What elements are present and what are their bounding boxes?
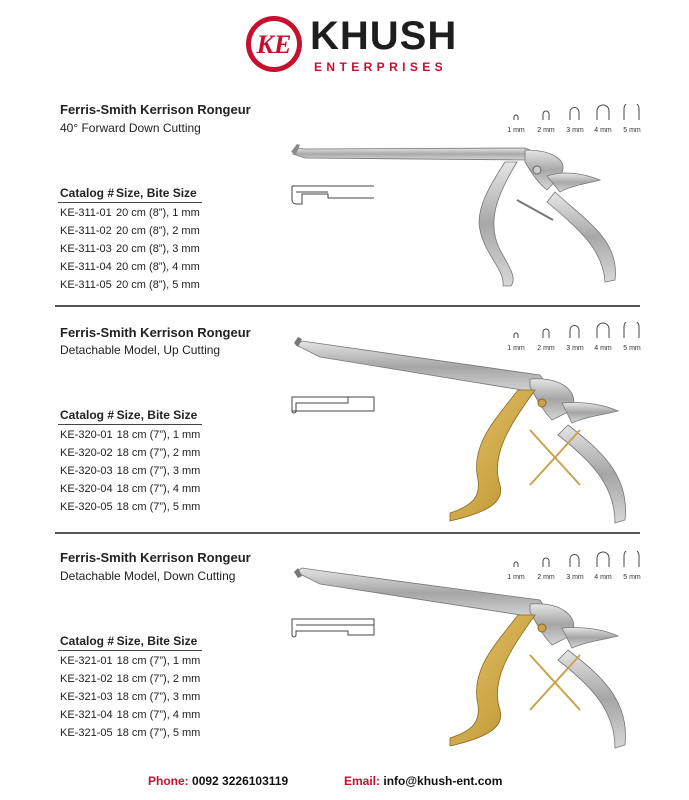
size-label-1mm: 1 mm [507,345,525,352]
catalog-number: KE-321-04 [60,708,113,721]
product-subtitle-2: Detachable Model, Up Cutting [60,343,221,357]
table-row [58,221,202,239]
size-value: 18 cm (7”), 4 mm [116,482,201,495]
catalog-number: KE-311-02 [60,224,112,237]
catalog-number: KE-320-05 [60,500,113,513]
table-row [58,723,202,741]
table-row [58,257,202,275]
size-header: Size, Bite Size [115,408,203,425]
phone-contact [148,774,288,788]
brand-subtitle: ENTERPRISES [314,60,448,74]
size-value: 20 cm (8”), 3 mm [116,242,200,255]
size-label-2mm: 2 mm [537,574,555,581]
table-row [58,275,202,293]
table-row [58,497,202,515]
size-label-4mm: 4 mm [594,127,612,134]
size-value: 18 cm (7”), 3 mm [116,690,201,703]
section-divider-2 [55,532,640,534]
catalog-number: KE-321-02 [60,672,113,685]
size-value: 18 cm (7”), 1 mm [116,654,201,667]
email-label: Email: [344,774,381,788]
company-logo [244,10,458,80]
section-divider-1 [55,305,640,307]
catalog-number: KE-320-04 [60,482,113,495]
bite-size-icons [500,104,650,126]
size-label-5mm: 5 mm [623,345,641,352]
size-value: 18 cm (7”), 5 mm [116,500,201,513]
product-subtitle-1: 40° Forward Down Cutting [60,121,201,135]
table-row [58,461,202,479]
size-value: 20 cm (8”), 5 mm [116,278,200,291]
size-value: 18 cm (7”), 2 mm [116,672,201,685]
phone-number[interactable]: 0092 3226103119 [192,774,289,788]
size-value: 20 cm (8”), 2 mm [116,224,200,237]
table-row [58,239,202,257]
email-address[interactable]: info@khush-ent.com [383,774,503,788]
table-row [58,705,202,723]
rongeur-image-3 [290,562,635,762]
size-value: 20 cm (8”), 1 mm [116,206,200,219]
table-row [58,425,202,444]
catalog-number: KE-311-05 [60,278,112,291]
table-row [58,669,202,687]
catalog-number: KE-321-01 [60,654,113,667]
catalog-number: KE-321-05 [60,726,113,739]
product-title-2: Ferris-Smith Kerrison Rongeur [60,325,251,340]
brand-name: KHUSH [310,14,458,58]
table-row [58,443,202,461]
size-label-1mm: 1 mm [507,127,525,134]
catalog-table-3 [58,634,202,741]
catalog-header: Catalog # [58,186,114,203]
size-value: 18 cm (7”), 5 mm [116,726,201,739]
catalog-header: Catalog # [58,408,115,425]
catalog-table-1 [58,186,202,293]
catalog-number: KE-321-03 [60,690,113,703]
catalog-number: KE-311-01 [60,206,112,219]
size-value: 18 cm (7”), 1 mm [116,428,201,441]
catalog-number: KE-320-01 [60,428,113,441]
size-label-5mm: 5 mm [623,574,641,581]
size-label-2mm: 2 mm [537,127,555,134]
email-contact [344,774,502,788]
size-label-3mm: 3 mm [566,574,584,581]
rongeur-image-2 [290,335,635,535]
catalog-number: KE-311-04 [60,260,112,273]
catalog-number: KE-311-03 [60,242,112,255]
catalog-number: KE-320-03 [60,464,113,477]
size-value: 18 cm (7”), 3 mm [116,464,201,477]
size-value: 20 cm (8”), 4 mm [116,260,200,273]
product-subtitle-3: Detachable Model, Down Cutting [60,569,236,583]
size-header: Size, Bite Size [115,634,203,651]
phone-label: Phone: [148,774,189,788]
catalog-header: Catalog # [58,634,115,651]
product-title-3: Ferris-Smith Kerrison Rongeur [60,550,251,565]
size-label-4mm: 4 mm [594,574,612,581]
table-row [58,687,202,705]
ke-logo-icon [244,14,304,74]
size-label-4mm: 4 mm [594,345,612,352]
size-value: 18 cm (7”), 4 mm [116,708,201,721]
product-title-1: Ferris-Smith Kerrison Rongeur [60,102,251,117]
size-value: 18 cm (7”), 2 mm [116,446,201,459]
size-label-3mm: 3 mm [566,127,584,134]
table-row [58,651,202,670]
catalog-table-2 [58,408,202,515]
table-row [58,203,202,222]
catalog-number: KE-320-02 [60,446,113,459]
table-row [58,479,202,497]
size-label-1mm: 1 mm [507,574,525,581]
size-label-5mm: 5 mm [623,127,641,134]
svg-text:KE: KE [256,30,292,59]
size-header: Size, Bite Size [114,186,202,203]
rongeur-image-1 [285,140,625,290]
size-label-3mm: 3 mm [566,345,584,352]
size-label-2mm: 2 mm [537,345,555,352]
bite-size-chart-1 [500,104,650,134]
